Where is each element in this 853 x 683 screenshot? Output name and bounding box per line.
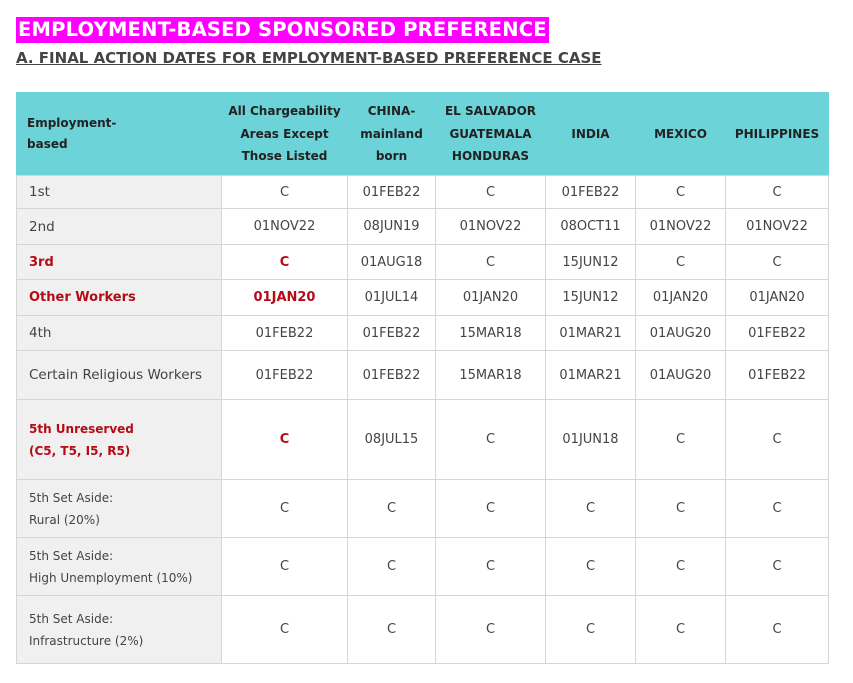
table-cell: C [222,480,348,538]
row-label: 3rd [17,245,222,280]
table-row [17,480,829,538]
table-cell: 01FEB22 [222,316,348,351]
row-label: 5th Set Aside: Infrastructure (2%) [17,596,222,664]
table-row [17,316,829,351]
table-cell: C [436,176,546,209]
table-header-row [17,93,829,176]
row-label: Other Workers [17,280,222,316]
table-cell: C [436,480,546,538]
table-cell: 01JAN20 [636,280,726,316]
table-cell: C [726,245,829,280]
table-cell: 01JAN20 [436,280,546,316]
table-cell: C [348,480,436,538]
table-cell: C [222,176,348,209]
table-cell: 15MAR18 [436,351,546,400]
table-cell: 15JUN12 [546,245,636,280]
row-label: Certain Religious Workers [17,351,222,400]
row-label: 1st [17,176,222,209]
table-cell: 01JUL14 [348,280,436,316]
table-cell: C [636,400,726,480]
table-row [17,400,829,480]
table-cell: C [636,596,726,664]
table-row [17,538,829,596]
table-cell: C [222,596,348,664]
table-row [17,280,829,316]
table-row [17,245,829,280]
section-banner: EMPLOYMENT-BASED SPONSORED PREFERENCE [18,18,547,41]
column-header-employment-based: Employment- based [17,93,222,176]
table-cell: 01NOV22 [636,209,726,245]
table-cell: 01JAN20 [726,280,829,316]
table-cell: C [222,400,348,480]
row-label: 4th [17,316,222,351]
table-cell: C [546,596,636,664]
table-cell: C [636,245,726,280]
table-cell: 01NOV22 [222,209,348,245]
row-label: 5th Unreserved (C5, T5, I5, R5) [17,400,222,480]
column-header-all-chargeability: All Chargeability Areas Except Those Listed [222,93,348,176]
table-cell: 01AUG18 [348,245,436,280]
table-cell: 01FEB22 [348,176,436,209]
column-header-philippines: PHILIPPINES [726,93,829,176]
column-header-china: CHINA- mainland born [348,93,436,176]
table-cell: C [636,538,726,596]
table-cell: 08OCT11 [546,209,636,245]
table-row [17,209,829,245]
table-cell: 01FEB22 [348,316,436,351]
table-cell: 01JAN20 [222,280,348,316]
table-cell: 01FEB22 [546,176,636,209]
table-cell: C [636,480,726,538]
table-cell: 08JUN19 [348,209,436,245]
table-cell: C [222,538,348,596]
table-cell: 15JUN12 [546,280,636,316]
table-cell: 01AUG20 [636,316,726,351]
table-cell: 01FEB22 [348,351,436,400]
table-cell: C [436,245,546,280]
table-cell: C [726,400,829,480]
table-row [17,596,829,664]
row-label: 2nd [17,209,222,245]
table-cell: C [348,538,436,596]
table-cell: C [726,596,829,664]
table-row [17,351,829,400]
table-cell: 01NOV22 [436,209,546,245]
table-cell: 01MAR21 [546,351,636,400]
table-cell: C [726,538,829,596]
table-cell: 01FEB22 [726,351,829,400]
table-cell: 01MAR21 [546,316,636,351]
final-action-dates-table [16,92,829,664]
table-cell: C [436,538,546,596]
table-cell: 01FEB22 [222,351,348,400]
row-label: 5th Set Aside: Rural (20%) [17,480,222,538]
table-cell: C [546,538,636,596]
table-cell: C [222,245,348,280]
section-subheading: A. FINAL ACTION DATES FOR EMPLOYMENT-BASED PREFERENCE CASE [16,49,602,67]
table-cell: C [726,480,829,538]
table-row [17,176,829,209]
column-header-mexico: MEXICO [636,93,726,176]
table-cell: 01NOV22 [726,209,829,245]
table-cell: C [636,176,726,209]
table-cell: 01AUG20 [636,351,726,400]
table-cell: C [436,596,546,664]
table-cell: 15MAR18 [436,316,546,351]
column-header-india: INDIA [546,93,636,176]
table-cell: C [348,596,436,664]
column-header-el-salvador-guatemala-honduras: EL SALVADOR GUATEMALA HONDURAS [436,93,546,176]
table-cell: C [546,480,636,538]
row-label: 5th Set Aside: High Unemployment (10%) [17,538,222,596]
table-cell: 08JUL15 [348,400,436,480]
table-cell: C [436,400,546,480]
table-cell: 01FEB22 [726,316,829,351]
table-cell: C [726,176,829,209]
table-cell: 01JUN18 [546,400,636,480]
